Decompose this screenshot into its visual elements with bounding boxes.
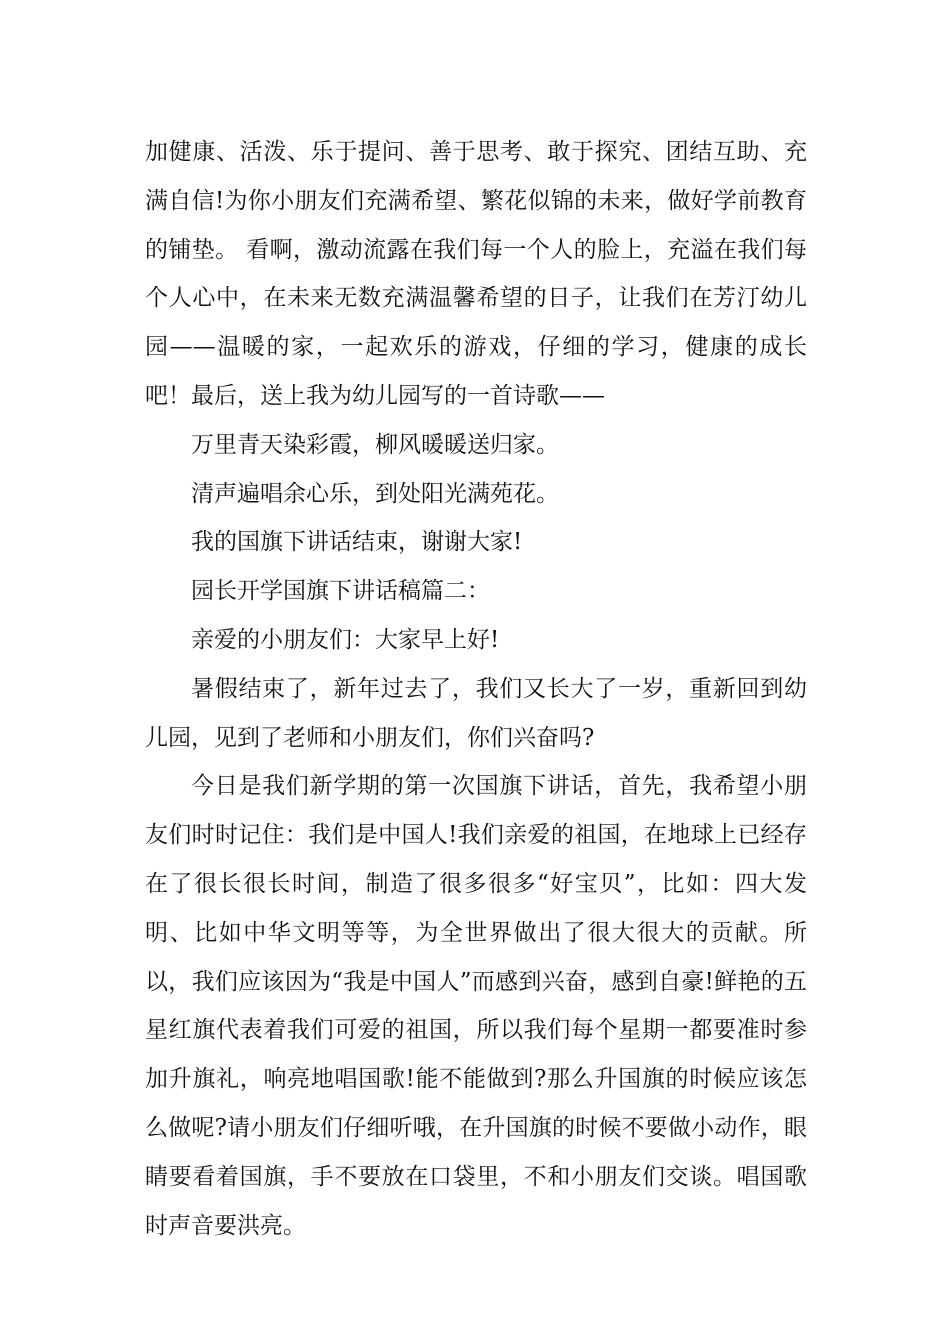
greeting: 亲爱的小朋友们：大家早上好!	[191, 626, 500, 653]
poem-line-1: 万里青天染彩霞，柳风暖暖送归家。	[191, 431, 559, 458]
section-heading: 园长开学国旗下讲话稿篇二：	[191, 578, 490, 605]
poem-line-2: 清声遍唱余心乐，到处阳光满苑花。	[191, 480, 559, 507]
document-body	[145, 128, 807, 1250]
closing-line: 我的国旗下讲话结束，谢谢大家!	[191, 529, 523, 556]
paragraph-continuation: 加健康、活泼、乐于提问、善于思考、敢于探究、团结互助、充满自信!为你小朋友们充满希望、繁花似锦的未来，做好学前教育的铺垫。 看啊，激动流露在我们每一个人的脸上，充溢在我们每个人心中，在未来无数充满温馨希望的日子，让我们在芳汀幼儿园——温暖的家，一起欢乐的游戏，仔细的学习，健康的成长吧！最后，送上我为幼儿园写的一首诗歌——	[145, 139, 807, 409]
paragraph-flag: 今日是我们新学期的第一次国旗下讲话，首先，我希望小朋友们时时记住：我们是中国人!我们亲爱的祖国，在地球上已经存在了很长很长时间，制造了很多很多“好宝贝”，比如：四大发明、比如中华文明等等，为全世界做出了很大很大的贡献。所以，我们应该因为“我是中国人”而感到兴奋，感到自豪!鲜艳的五星红旗代表着我们可爱的祖国，所以我们每个星期一都要准时参加升旗礼，响亮地唱国歌!能不能做到?那么升国旗的时候应该怎么做呢?请小朋友们仔细听哦，在升国旗的时候不要做小动作，眼睛要看着国旗，手不要放在口袋里，不和小朋友们交谈。唱国歌时声音要洪亮。	[145, 773, 807, 1239]
paragraph-summer: 暑假结束了，新年过去了，我们又长大了一岁，重新回到幼儿园，见到了老师和小朋友们，你们兴奋吗?	[145, 675, 807, 751]
